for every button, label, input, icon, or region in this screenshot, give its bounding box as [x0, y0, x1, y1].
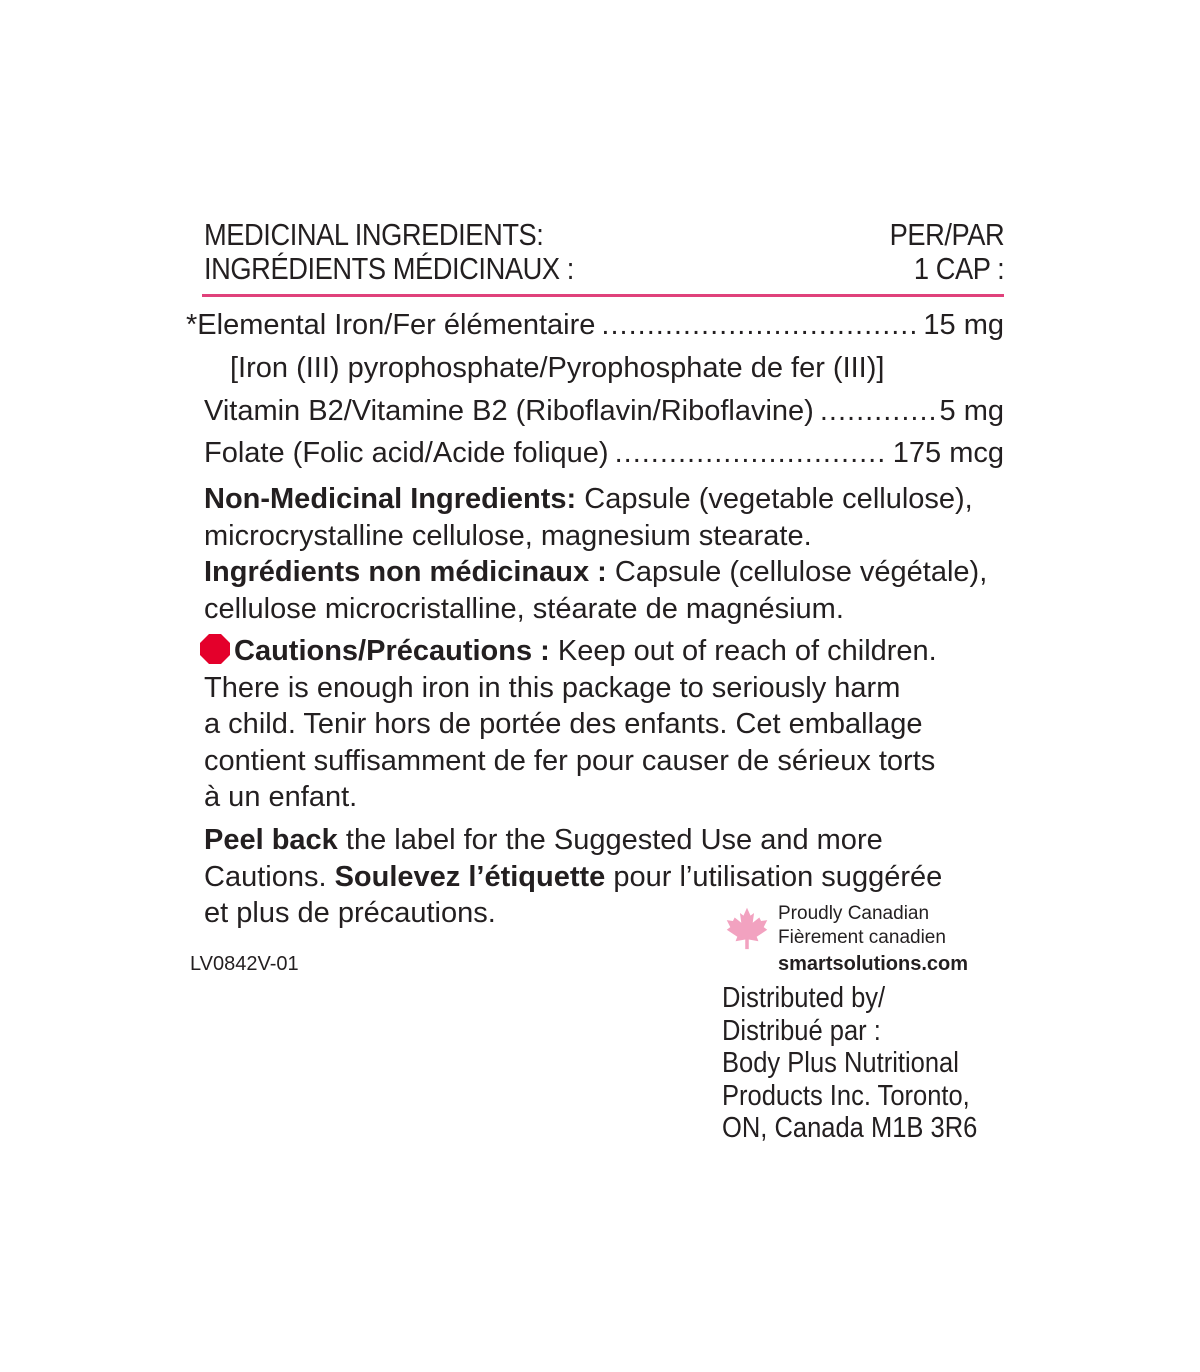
cautions-line1: Keep out of reach of children. [549, 635, 937, 667]
ingredient-name: Vitamin B2/Vitamine B2 (Riboflavin/Riboflavine) [204, 395, 814, 427]
stop-sign-icon [200, 634, 230, 664]
distributor-info [722, 982, 977, 1145]
header-right-line1: PER/PAR [889, 217, 1004, 252]
cautions-line2: There is enough iron in this package to seriously harm [204, 671, 901, 704]
peel-bold-en: Peel back [204, 824, 338, 856]
ingredient-amount: 5 mg [939, 395, 1004, 427]
ingredient-name: Folate (Folic acid/Acide folique) [204, 437, 609, 469]
distributor-line2: Distribué par : [722, 1014, 881, 1047]
distributor-line5: ON, Canada M1B 3R6 [722, 1112, 978, 1145]
header-medicinal-ingredients [204, 218, 574, 286]
cautions [204, 633, 1024, 816]
non-medicinal-label-fr: Ingrédients non médicinaux : [204, 556, 607, 589]
non-medicinal-text-fr-a: Capsule (cellulose végétale), [606, 556, 988, 589]
peel-bold-fr: Soulevez l’étiquette [334, 860, 606, 893]
peel-text3: pour l’utilisation suggérée [605, 860, 943, 893]
header-right-line2: 1 CAP : [913, 251, 1004, 286]
ingredient-amount: 175 mcg [892, 437, 1004, 469]
header-per-cap [889, 218, 1004, 286]
ingredient-row-iron [186, 308, 1004, 342]
canada-text [778, 902, 946, 950]
lot-code: LV0842V-01 [190, 953, 299, 975]
canada-line2: Fièrement canadien [778, 927, 946, 948]
cautions-label: Cautions/Précautions : [234, 635, 550, 667]
peel-text1: the label for the Suggested Use and more [337, 824, 883, 856]
ingredient-name: *Elemental Iron/Fer élémentaire [186, 309, 596, 341]
distributor-line3: Body Plus Nutritional [722, 1047, 959, 1080]
dot-leader [615, 436, 887, 470]
ingredient-amount: 15 mg [923, 309, 1004, 341]
ingredient-source-iron: [Iron (III) pyrophosphate/Pyrophosphate de fer (III)] [230, 352, 885, 384]
website-link[interactable]: smartsolutions.com [778, 953, 969, 975]
header-left-line2: INGRÉDIENTS MÉDICINAUX : [204, 251, 574, 286]
cautions-line4: contient suffisamment de fer pour causer de sérieux torts [204, 744, 936, 777]
distributor-line1: Distributed by/ [722, 982, 886, 1014]
maple-leaf-icon [724, 906, 770, 950]
dot-leader [820, 394, 934, 428]
non-medicinal-text-en-a: Capsule (vegetable cellulose), [576, 483, 973, 515]
cautions-line5: à un enfant. [204, 781, 358, 814]
dot-leader [601, 308, 917, 342]
canada-line1: Proudly Canadian [778, 903, 930, 924]
ingredient-row-vitamin-b2 [204, 394, 1004, 428]
peel-text2: Cautions. [204, 860, 335, 893]
header-left-line1: MEDICINAL INGREDIENTS: [204, 217, 544, 252]
header-divider [202, 294, 1004, 297]
distributor-line4: Products Inc. Toronto, [722, 1079, 970, 1112]
non-medicinal-ingredients [204, 481, 1024, 627]
non-medicinal-text-en-b: microcrystalline cellulose, magnesium stearate. [204, 519, 812, 552]
peel-text4: et plus de précautions. [204, 897, 496, 930]
ingredient-row-folate [204, 436, 1004, 470]
non-medicinal-text-fr-b: cellulose microcristalline, stéarate de magnésium. [204, 592, 844, 625]
cautions-line3: a child. Tenir hors de portée des enfants. Cet emballage [204, 708, 923, 741]
non-medicinal-label-en: Non-Medicinal Ingredients: [204, 483, 577, 515]
